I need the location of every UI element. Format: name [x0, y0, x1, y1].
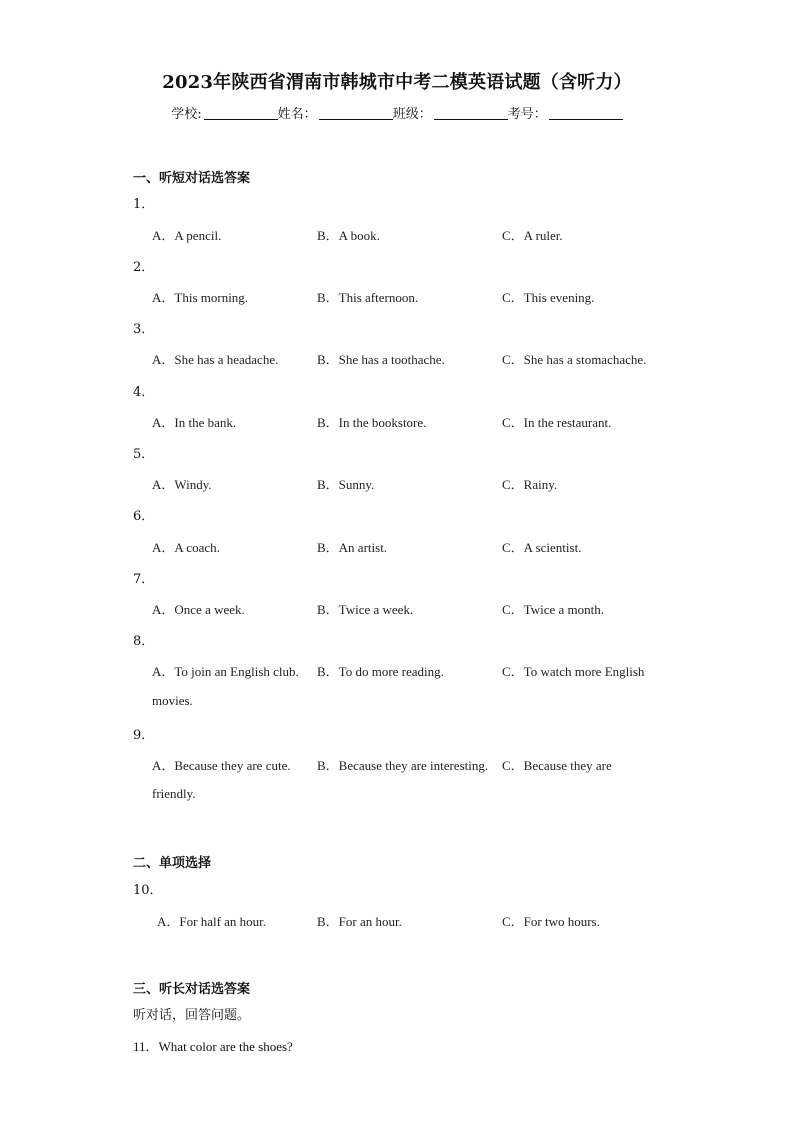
- option-a: A．Because they are cute.: [152, 758, 291, 773]
- option-b: B．Twice a week.: [317, 602, 414, 617]
- option-c: C．Rainy.: [502, 477, 558, 492]
- option-c-continuation: friendly.: [152, 786, 196, 801]
- option-c: C．A ruler.: [502, 228, 563, 243]
- question-number: 7．: [133, 572, 155, 587]
- exam-number-label: 考号：: [507, 107, 547, 122]
- option-b: B．A book.: [317, 228, 380, 243]
- question-number: 4．: [133, 385, 155, 400]
- section-heading-2: 二、单项选择: [133, 856, 212, 871]
- name-blank: [319, 106, 393, 120]
- question-number: 1．: [133, 197, 155, 212]
- question-11: [133, 1036, 293, 1055]
- question-number: 10．: [133, 883, 163, 898]
- section-heading-1: 一、听短对话选答案: [133, 171, 251, 186]
- class-blank: [434, 106, 508, 120]
- option-b: B．For an hour.: [317, 914, 402, 929]
- option-c: C．This evening.: [502, 290, 595, 305]
- school-blank: [204, 106, 278, 120]
- option-b: B．Sunny.: [317, 477, 375, 492]
- question-number: 11．: [133, 1039, 159, 1054]
- question-text: What color are the shoes?: [158, 1039, 293, 1054]
- option-a: A．Once a week.: [152, 602, 245, 617]
- section-instruction: 听对话，回答问题。: [133, 1008, 251, 1023]
- question-number: 2．: [133, 260, 155, 275]
- document-title: 2023年陕西省渭南市韩城市中考二模英语试题（含听力）: [162, 72, 632, 93]
- option-c: C．In the restaurant.: [502, 415, 612, 430]
- option-c: C．Twice a month.: [502, 602, 604, 617]
- option-c: C．Because they are: [502, 758, 612, 773]
- option-a-continuation: movies.: [152, 693, 193, 708]
- option-c: C．For two hours.: [502, 914, 600, 929]
- option-c: C．To watch more English: [502, 664, 645, 679]
- option-b: B．Because they are interesting.: [317, 758, 489, 773]
- option-a: A．Windy.: [152, 477, 212, 492]
- option-c: C．A scientist.: [502, 540, 582, 555]
- option-b: B．An artist.: [317, 540, 388, 555]
- question-number: 6．: [133, 509, 155, 524]
- option-b: B．In the bookstore.: [317, 415, 427, 430]
- section-heading-3: 三、听长对话选答案: [133, 982, 251, 997]
- exam-number-blank: [549, 106, 623, 120]
- question-number: 3．: [133, 322, 155, 337]
- option-c: C．She has a stomachache.: [502, 352, 647, 367]
- option-a: A．This morning.: [152, 290, 249, 305]
- option-a: A．A pencil.: [152, 228, 222, 243]
- option-a: A．In the bank.: [152, 415, 237, 430]
- class-label: 班级：: [392, 107, 432, 122]
- option-b: B．To do more reading.: [317, 664, 444, 679]
- option-a: A．A coach.: [152, 540, 220, 555]
- question-number: 9．: [133, 728, 155, 743]
- option-b: B．She has a toothache.: [317, 352, 445, 367]
- option-b: B．This afternoon.: [317, 290, 419, 305]
- option-a: A．She has a headache.: [152, 352, 279, 367]
- option-a: A．For half an hour.: [157, 914, 267, 929]
- question-number: 5．: [133, 447, 155, 462]
- question-number: 8．: [133, 634, 155, 649]
- name-label: 姓名：: [277, 107, 317, 122]
- option-a: A．To join an English club.: [152, 664, 299, 679]
- student-info-line: [0, 103, 794, 122]
- school-label: 学校:: [171, 107, 202, 122]
